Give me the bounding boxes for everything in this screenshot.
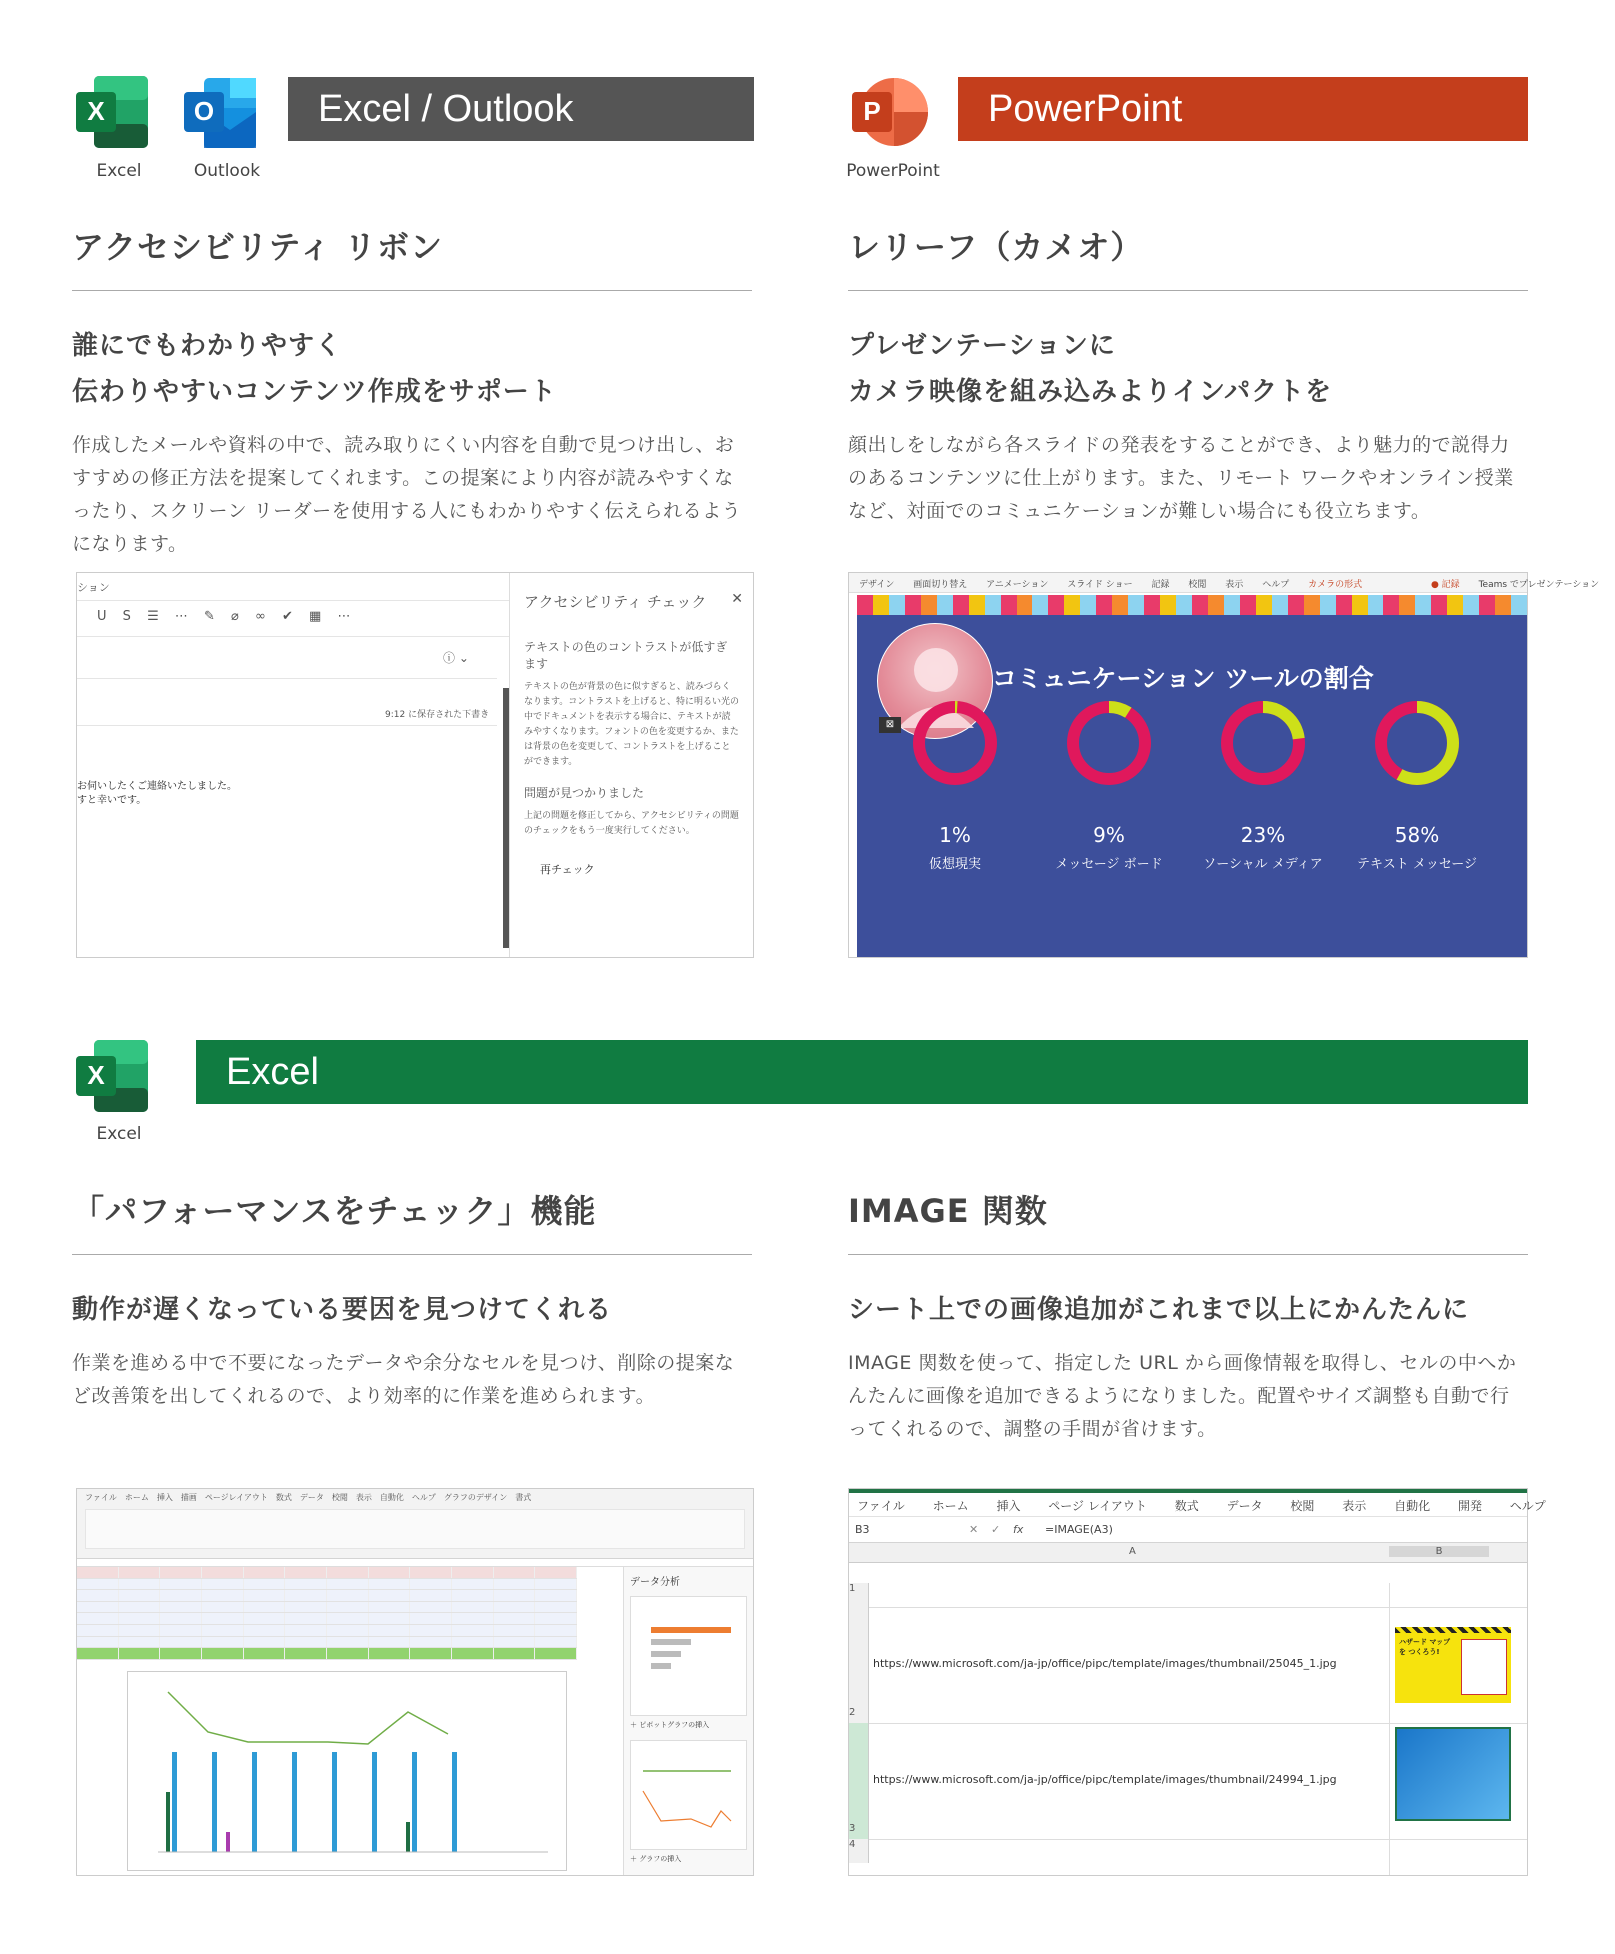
tab-record[interactable]: 記録 <box>1151 580 1170 590</box>
donut-chart[interactable] <box>1369 695 1465 795</box>
stripe-block <box>1383 595 1399 615</box>
stripe-block <box>1272 595 1288 615</box>
stripe-block <box>1447 595 1463 615</box>
donut-label: 仮想現実 <box>928 857 981 872</box>
excel-icon <box>72 1036 152 1116</box>
stripe-block <box>1208 595 1224 615</box>
stripe-block <box>969 595 985 615</box>
section-heading: 「パフォーマンスをチェック」機能 <box>72 1186 752 1255</box>
underline-icon[interactable]: U <box>97 609 113 624</box>
row-header[interactable]: 2 <box>849 1607 869 1723</box>
formula-bar[interactable] <box>77 1559 753 1567</box>
thumbnail-caption: ハザード マップを つくろう! <box>1399 1638 1451 1656</box>
section-subheading: 動作が遅くなっている要因を見つけてくれる <box>72 1295 613 1325</box>
stripe-block <box>889 595 905 615</box>
section-subheading: プレゼンテーションに カメラ映像を組み込みよりインパクトを <box>848 331 1333 407</box>
stripe-block <box>873 595 889 615</box>
insert-chart-button[interactable]: ＋ グラフの挿入 <box>630 1855 682 1863</box>
stripe-block <box>1415 595 1431 615</box>
tab-design[interactable]: デザイン <box>859 580 895 590</box>
tab-slideshow[interactable]: スライド ショー <box>1067 580 1133 590</box>
tab-formulas[interactable]: 数式 <box>1174 1499 1199 1513</box>
slide-title[interactable]: コミュニケーション ツールの割合 <box>992 664 1374 693</box>
powerpoint-cameo-screenshot <box>848 572 1600 958</box>
insight-card[interactable] <box>630 1740 747 1850</box>
donut-chart[interactable] <box>1215 695 1311 795</box>
camera-off-icon[interactable]: ⊠ <box>879 717 901 733</box>
tab-view[interactable]: 表示 <box>1225 580 1244 590</box>
donut-value: 58% <box>1394 823 1440 847</box>
excel-app-icon <box>72 72 152 152</box>
formula-input[interactable]: =IMAGE(A3) <box>1045 1523 1113 1536</box>
stripe-block <box>953 595 969 615</box>
stripe-block <box>1096 595 1112 615</box>
teams-present-button[interactable]: Teams でプレゼンテーション <box>1478 580 1600 590</box>
attach-icon[interactable]: ⌀ <box>231 609 245 624</box>
mail-body-line[interactable]: お伺いしたくご連絡いたしました。 <box>77 781 237 792</box>
stripe-block <box>1128 595 1144 615</box>
section-subheading: シート上での画像追加がこれまで以上にかんたんに <box>848 1295 1470 1325</box>
accessibility-icon[interactable]: ✔ <box>282 609 299 624</box>
stripe-block <box>1304 595 1320 615</box>
tab-view[interactable]: 表示 <box>1342 1499 1367 1513</box>
function-icon[interactable]: fx <box>1013 1523 1024 1536</box>
grid-line <box>1389 1583 1390 1875</box>
issue-title[interactable]: テキストの色のコントラストが低すぎます <box>524 640 728 671</box>
stripe-block <box>1192 595 1208 615</box>
powerpoint-banner: PowerPoint <box>958 77 1528 141</box>
stripe-block <box>1431 595 1447 615</box>
donut-label: メッセージ ボード <box>1055 857 1163 872</box>
section-body: 作成したメールや資料の中で、読み取りにくい内容を自動で見つけ出し、おすすめの修正方法を提案してくれます。この提案により内容が読みやすくなったり、スクリーン リーダーを使用する人にもわかりやすく伝えられるようになります。 <box>72 434 742 555</box>
insight-chart <box>631 1597 747 1713</box>
section-heading: アクセシビリティ リボン <box>72 222 752 291</box>
accessibility-section <box>72 222 752 561</box>
column-header-b[interactable]: B <box>1389 1546 1489 1557</box>
more-icon[interactable]: ⋯ <box>174 609 194 624</box>
donut-track <box>919 707 991 779</box>
excel-icon <box>72 72 152 152</box>
section-subheading: 誰にでもわかりやすく 伝わりやすいコンテンツ作成をサポート <box>72 331 557 407</box>
stripe-block <box>1240 595 1256 615</box>
section-heading: IMAGE 関数 <box>848 1186 1528 1255</box>
donut-value: 23% <box>1240 823 1286 847</box>
stripe-block <box>1017 595 1033 615</box>
stripe-block <box>1048 595 1064 615</box>
donut-label: テキスト メッセージ <box>1356 857 1478 872</box>
column-headers <box>849 1543 1527 1563</box>
donut-track <box>1073 707 1145 779</box>
tab-developer[interactable]: 開発 <box>1457 1499 1482 1513</box>
accessibility-pane <box>509 573 753 957</box>
stripe-block <box>1080 595 1096 615</box>
stripe-block <box>1511 595 1527 615</box>
donut-value: 9% <box>1093 823 1125 847</box>
formula-bar <box>849 1517 1527 1543</box>
image-cell-hazard-map[interactable] <box>1395 1627 1511 1703</box>
info-icon[interactable]: ⓘ ⌄ <box>443 651 469 665</box>
list-icon[interactable]: ☰ <box>147 609 165 624</box>
slide-stripe <box>857 595 1527 615</box>
cameo-section <box>848 222 1528 528</box>
stripe-block <box>1032 595 1048 615</box>
tab-review[interactable]: 校閲 <box>1290 1499 1315 1513</box>
tab-transitions[interactable]: 画面切り替え <box>913 580 968 590</box>
image-cell-blue[interactable] <box>1395 1727 1511 1821</box>
tab-animations[interactable]: アニメーション <box>986 580 1049 590</box>
insert-pivotchart-button[interactable]: ＋ ピボットグラフの挿入 <box>630 1721 710 1729</box>
section-heading: レリーフ（カメオ） <box>848 222 1528 291</box>
tab-page-layout[interactable]: ページ レイアウト <box>1048 1499 1147 1513</box>
tab-help[interactable]: ヘルプ <box>1262 580 1290 590</box>
section-body: 作業を進める中で不要になったデータや余分なセルを見つけ、削除の提案など改善策を出してくれるので、より効率的に作業を進められます。 <box>72 1352 735 1407</box>
svg-text:X: X <box>87 1060 105 1090</box>
issue-text: テキストの色が背景の色に似すぎると、読みづらくなります。コントラストを上げると、特に明るい光の中でドキュメントを表示する場合に、テキストが読みやすくなります。フォントの色を変更するか、または背景の色を変更して、コントラストを上げることができます。 <box>524 682 740 767</box>
chart-graphic <box>128 1672 568 1872</box>
grid-line <box>869 1839 1527 1840</box>
excel-banner: Excel <box>196 1040 1528 1104</box>
row-header[interactable]: 3 <box>849 1723 869 1839</box>
stripe-block <box>1336 595 1352 615</box>
tab-help[interactable]: ヘルプ <box>1509 1499 1546 1513</box>
spreadsheet-grid[interactable] <box>77 1567 577 1660</box>
outlook-icon <box>180 72 260 152</box>
enter-icon[interactable]: ✓ <box>991 1523 1001 1536</box>
stripe-block <box>921 595 937 615</box>
stripe-block <box>1463 595 1479 615</box>
recheck-button[interactable]: 再チェック <box>540 863 595 876</box>
powerpoint-icon <box>848 72 928 152</box>
outlook-label: Outlook <box>193 161 261 181</box>
ribbon-commands[interactable] <box>85 1509 745 1549</box>
stripe-block <box>1479 595 1495 615</box>
saved-status: 9:12 に保存された下書き <box>385 710 490 720</box>
section-body: 顔出しをしながら各スライドの発表をすることができ、より魅力的で説得力のあるコンテンツに仕上がります。また、リモート ワークやオンライン授業など、対面でのコミュニケーションが難しい場合にも役立ちます。 <box>848 434 1514 522</box>
more-icon[interactable]: ⋯ <box>337 609 357 624</box>
strikethrough-icon[interactable]: S <box>122 609 137 624</box>
performance-section <box>72 1186 752 1413</box>
stripe-block <box>1176 595 1192 615</box>
name-box[interactable]: B3 <box>855 1523 870 1536</box>
image-function-section <box>848 1186 1528 1446</box>
found-text: 上記の問題を修正してから、アクセシビリティの問題のチェックをもう一度実行してください。 <box>524 811 739 836</box>
thumbnail-illustration <box>1461 1639 1507 1695</box>
insight-card[interactable] <box>630 1596 747 1716</box>
styles-icon[interactable]: ✎ <box>204 609 221 624</box>
excel-image-screenshot <box>848 1488 1546 1876</box>
donut-value: 1% <box>939 823 971 847</box>
row-header[interactable]: 4 <box>849 1839 869 1863</box>
insight-chart <box>631 1741 747 1847</box>
slide-canvas[interactable] <box>857 595 1527 957</box>
stripe-block <box>905 595 921 615</box>
powerpoint-app-icon <box>848 72 928 152</box>
donut-label: ソーシャル メディア <box>1203 857 1323 872</box>
svg-text:X: X <box>87 96 105 126</box>
column-header-a[interactable]: A <box>1129 1546 1136 1557</box>
excel-outlook-banner: Excel / Outlook <box>288 77 754 141</box>
excel-app-icon <box>72 1036 152 1116</box>
pane-title: アクセシビリティ チェック <box>524 593 707 611</box>
grid-line <box>869 1607 1527 1608</box>
svg-text:O: O <box>193 96 215 126</box>
donut-chart[interactable] <box>907 695 1003 795</box>
outlook-app-icon <box>180 72 260 152</box>
close-icon[interactable]: ✕ <box>731 591 743 607</box>
tab-home[interactable]: ホーム <box>932 1499 969 1513</box>
stripe-block <box>857 595 873 615</box>
tab-file[interactable]: ファイル <box>857 1499 905 1513</box>
found-title: 問題が見つかりました <box>524 786 645 800</box>
stripe-block <box>1112 595 1128 615</box>
excel-label: Excel <box>96 1124 142 1144</box>
stripe-block <box>1368 595 1384 615</box>
excel-label: Excel <box>96 161 142 181</box>
powerpoint-label: PowerPoint <box>846 161 940 181</box>
excel-ribbon <box>77 1489 753 1559</box>
stripe-block <box>1064 595 1080 615</box>
tab-camera-format[interactable]: カメラの形式 <box>1308 580 1363 590</box>
section-body: IMAGE 関数を使って、指定した URL から画像情報を取得し、セルの中へかんたんに画像を追加できるようになりました。配置やサイズ調整も自動で行ってくれるので、調整の手間が省けます。 <box>848 1352 1517 1440</box>
grid-line <box>869 1723 1527 1724</box>
tab-automate[interactable]: 自動化 <box>1394 1499 1431 1513</box>
outlook-accessibility-screenshot <box>76 572 754 958</box>
analyze-data-pane <box>623 1567 753 1875</box>
link-icon[interactable]: ∞ <box>255 609 272 624</box>
stripe-block <box>1144 595 1160 615</box>
cancel-icon[interactable]: ✕ <box>969 1523 979 1536</box>
tab-review[interactable]: 校閲 <box>1188 580 1207 590</box>
table-icon[interactable]: ▦ <box>309 609 328 624</box>
tab-insert[interactable]: 挿入 <box>996 1499 1021 1513</box>
mail-body-line[interactable]: すと幸いです。 <box>77 795 147 806</box>
record-button[interactable]: ● 記録 <box>1430 580 1460 590</box>
ribbon-tab: ション <box>77 573 753 601</box>
donut-chart[interactable] <box>1061 695 1157 795</box>
stripe-block <box>1256 595 1272 615</box>
stripe-block <box>1495 595 1511 615</box>
stripe-block <box>1288 595 1304 615</box>
ribbon-tabs <box>849 1493 1546 1517</box>
url-cell[interactable]: https://www.microsoft.com/ja-jp/office/pipc/template/images/thumbnail/24994_1.jpg <box>873 1773 1337 1786</box>
stripe-block <box>1352 595 1368 615</box>
stripe-block <box>985 595 1001 615</box>
svg-text:P: P <box>863 96 881 126</box>
tab-data[interactable]: データ <box>1226 1499 1263 1513</box>
stripe-block <box>1160 595 1176 615</box>
stripe-block <box>937 595 953 615</box>
excel-performance-screenshot <box>76 1488 754 1876</box>
stripe-block <box>1320 595 1336 615</box>
embedded-chart[interactable] <box>127 1671 567 1871</box>
stripe-block <box>1224 595 1240 615</box>
pane-title: データ分析 <box>630 1577 680 1588</box>
url-cell[interactable]: https://www.microsoft.com/ja-jp/office/pipc/template/images/thumbnail/25045_1.jpg <box>873 1657 1337 1670</box>
stripe-block <box>1399 595 1415 615</box>
ribbon-tabs <box>849 573 1600 593</box>
stripe-block <box>1001 595 1017 615</box>
ribbon-tabs[interactable]: ファイル ホーム 挿入 描画 ページレイアウト 数式 データ 校閲 表示 自動化 ヘルプ グラフのデザイン 書式 <box>85 1493 532 1502</box>
row-header[interactable]: 1 <box>849 1583 869 1607</box>
